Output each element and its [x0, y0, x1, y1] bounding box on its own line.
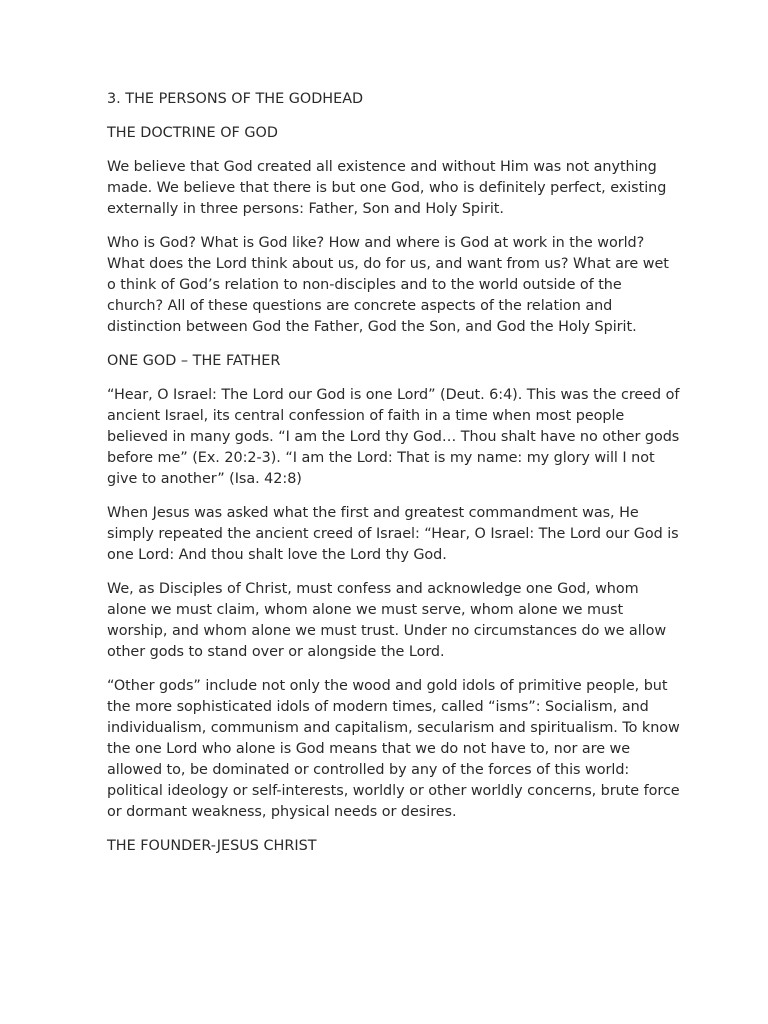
- founder-heading: THE FOUNDER-JESUS CHRIST: [107, 838, 317, 854]
- paragraph-confession: We, as Disciples of Christ, must confess and acknowledge one God, whom alone we must claim, whom alone we must serve, whom alone we must worship, and whom alone we must trust. Under no circumstances do we allow other gods to stand over or alongside the Lord.: [107, 581, 667, 660]
- paragraph-creed: “Hear, O Israel: The Lord our God is one Lord” (Deut. 6:4). This was the creed of ancient Israel, its central confession of faith in a time when most people believed in many gods. “I am the Lord thy God… Thou shalt have no other gods before me” (Ex. 20:2-3). “I am the Lord: That is my name: my glory will I not give to another” (Isa. 42:8): [107, 387, 680, 487]
- paragraph-questions: Who is God? What is God like? How and where is God at work in the world? What does the Lord think about us, do for us, and want from us? What are wet o think of God’s relation to non-disciples and to the world outside of the church? All of these questions are concrete aspects of the relation and distinction between God the Father, God the Son, and God the Holy Spirit.: [107, 235, 669, 335]
- paragraph-creation: We believe that God created all existence and without Him was not anything made. We believe that there is but one God, who is definitely perfect, existing externally in three persons: Father, Son and Holy Spirit.: [107, 159, 667, 217]
- document-page: [107, 89, 682, 870]
- one-god-heading: ONE GOD – THE FATHER: [107, 353, 281, 369]
- paragraph-other-gods: “Other gods” include not only the wood and gold idols of primitive people, but the more sophisticated idols of modern times, called “isms”: Socialism, and individualism, communism and capitalism, secularism and spiritualism. To know the one Lord who alone is God means that we do not have to, nor are we allowed to, be dominated or controlled by any of the forces of this world: political ideology or self-interests, worldly or other worldly concerns, brute force or dormant weakness, physical needs or desires.: [107, 678, 680, 820]
- doctrine-heading: THE DOCTRINE OF GOD: [107, 125, 278, 141]
- paragraph-commandment: When Jesus was asked what the first and greatest commandment was, He simply repeated the ancient creed of Israel: “Hear, O Israel: The Lord our God is one Lord: And thou shalt love the Lord thy God.: [107, 505, 679, 563]
- section-title: 3. THE PERSONS OF THE GODHEAD: [107, 91, 364, 107]
